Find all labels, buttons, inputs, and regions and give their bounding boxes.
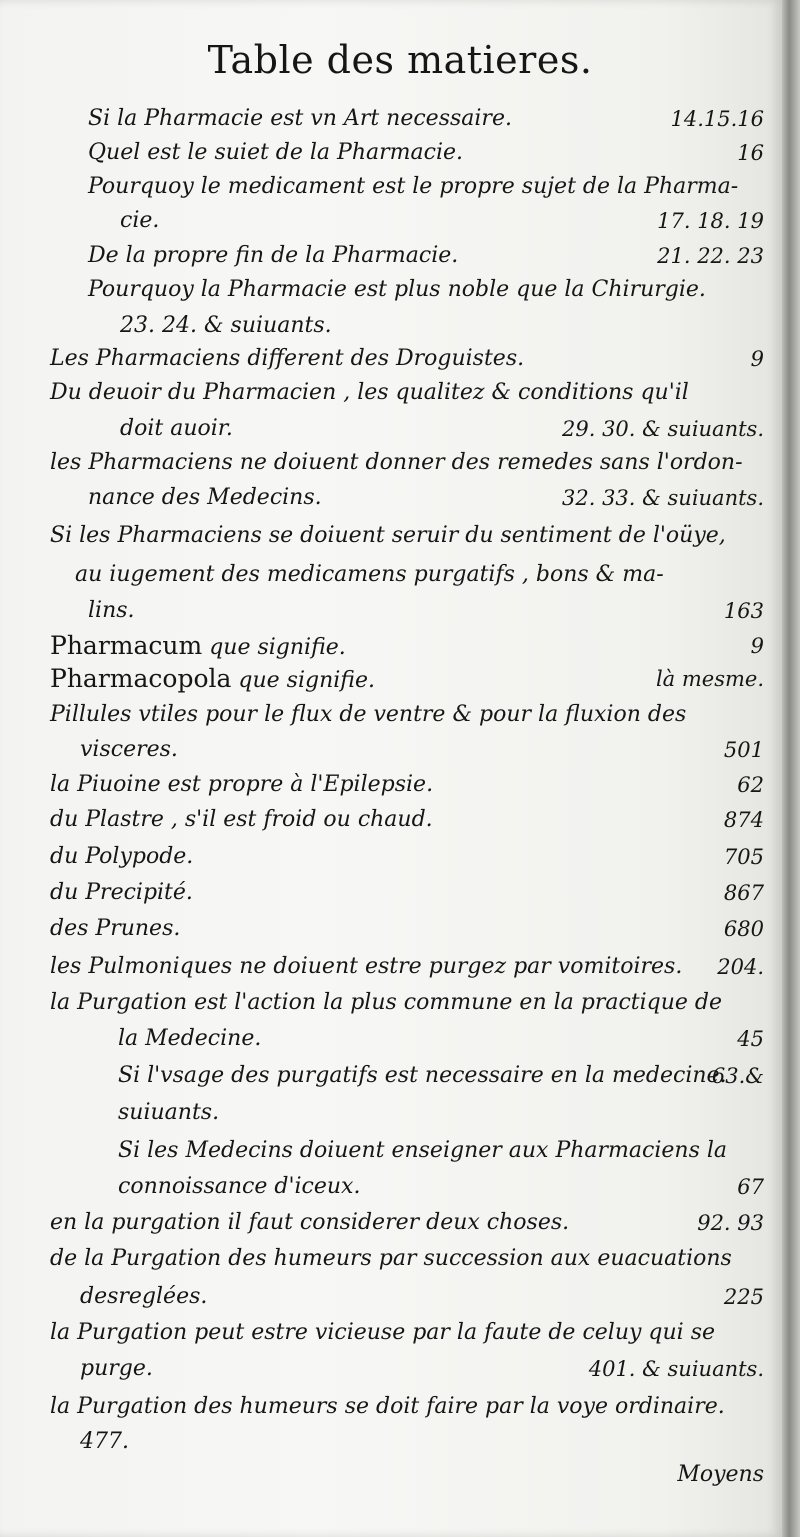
index-page-reference: 67 bbox=[737, 1175, 764, 1199]
index-page-reference: 705 bbox=[723, 845, 764, 869]
index-entry-text: Si l'vsage des purgatifs est necessaire en la medecine. bbox=[118, 1063, 727, 1088]
index-entry-text: desreglées. bbox=[80, 1284, 208, 1309]
index-entry-text: la Medecine. bbox=[118, 1026, 262, 1051]
index-entry-text: la Purgation peut estre vicieuse par la faute de celuy qui se bbox=[50, 1320, 716, 1345]
index-entry-text: connoissance d'iceux. bbox=[118, 1174, 361, 1199]
index-entry-text: cie. bbox=[120, 208, 160, 233]
index-entry-text: la Purgation est l'action la plus commune en la practique de bbox=[50, 990, 723, 1015]
book-spine bbox=[782, 0, 800, 1537]
index-entry-text: Pourquoy la Pharmacie est plus noble que la Chirurgie. bbox=[88, 277, 706, 302]
index-page-reference: 92. 93 bbox=[697, 1211, 764, 1235]
index-entry-text: du Polypode. bbox=[50, 844, 194, 869]
index-term: Pharmacopola bbox=[50, 664, 232, 693]
index-page-reference: 63.& bbox=[711, 1064, 764, 1088]
index-entry-text: du Plastre , s'il est froid ou chaud. bbox=[50, 807, 433, 832]
index-page-reference: 9 bbox=[750, 347, 764, 371]
index-entry-text: Si la Pharmacie est vn Art necessaire. bbox=[88, 106, 512, 131]
index-entry-text: lins. bbox=[88, 598, 135, 623]
index-entry-text: De la propre fin de la Pharmacie. bbox=[88, 243, 459, 268]
index-entry-text: les Pharmaciens ne doiuent donner des remedes sans l'ordon- bbox=[50, 450, 743, 475]
index-entry-text: du Precipité. bbox=[50, 880, 193, 905]
index-page-reference: 21. 22. 23 bbox=[657, 244, 764, 268]
index-term-gloss: que signifie. bbox=[202, 635, 346, 660]
index-page-reference: 401. & suiuants. bbox=[588, 1357, 764, 1381]
index-page-reference: 32. 33. & suiuants. bbox=[562, 486, 764, 510]
index-page-reference: 225 bbox=[723, 1285, 764, 1309]
index-entry-text: nance des Medecins. bbox=[88, 485, 322, 510]
index-entry-text: Quel est le suiet de la Pharmacie. bbox=[88, 140, 463, 165]
index-term-gloss: que signifie. bbox=[231, 668, 375, 693]
index-entry-text: 477. bbox=[80, 1429, 129, 1454]
index-entry-text: suiuants. bbox=[118, 1100, 220, 1125]
index-entry-text: Si les Medecins doiuent enseigner aux Pharmaciens la bbox=[118, 1138, 728, 1163]
index-page-reference: 16 bbox=[737, 141, 764, 165]
index-entry-text: la Purgation des humeurs se doit faire par la voye ordinaire. bbox=[50, 1394, 725, 1419]
index-page-reference: là mesme. bbox=[655, 667, 764, 691]
index-entry-text: Pourquoy le medicament est le propre sujet de la Pharma- bbox=[88, 174, 739, 199]
index-page-reference: 17. 18. 19 bbox=[657, 209, 764, 233]
index-page-reference: 29. 30. & suiuants. bbox=[562, 417, 764, 441]
index-entry-text: des Prunes. bbox=[50, 916, 181, 941]
index-entry-text bbox=[50, 660, 375, 700]
index-page-reference: 874 bbox=[723, 808, 764, 832]
index-page-reference: 867 bbox=[723, 881, 764, 905]
index-entry-text: les Pulmoniques ne doiuent estre purgez par vomitoires. bbox=[50, 954, 683, 979]
index-page-reference: 14.15.16 bbox=[670, 107, 764, 131]
index-entry-text: la Piuoine est propre à l'Epilepsie. bbox=[50, 772, 434, 797]
index-entry-text: Pillules vtiles pour le flux de ventre & pour la fluxion des bbox=[50, 702, 687, 727]
index-entry-text: au iugement des medicamens purgatifs , bons & ma- bbox=[75, 562, 664, 587]
index-entry-text: Si les Pharmaciens se doiuent seruir du sentiment de l'oüye, bbox=[50, 523, 726, 548]
page-title: Table des matieres. bbox=[207, 38, 593, 82]
index-page-reference: 62 bbox=[737, 773, 764, 797]
catchword: Moyens bbox=[677, 1462, 764, 1487]
index-entry-text: Du deuoir du Pharmacien , les qualitez & conditions qu'il bbox=[50, 380, 689, 405]
index-entry-text: 23. 24. & suiuants. bbox=[120, 313, 332, 338]
index-entry-text: en la purgation il faut considerer deux choses. bbox=[50, 1210, 570, 1235]
index-page-reference: 9 bbox=[750, 634, 764, 658]
index-entry-text: de la Purgation des humeurs par succession aux euacuations bbox=[50, 1246, 732, 1271]
index-entry-text: Les Pharmaciens different des Droguistes. bbox=[50, 346, 525, 371]
index-entry-text: doit auoir. bbox=[120, 416, 233, 441]
index-term: Pharmacum bbox=[50, 631, 203, 660]
index-page-reference: 45 bbox=[737, 1027, 764, 1051]
index-page-reference: 204. bbox=[717, 955, 764, 979]
index-entry-text: visceres. bbox=[80, 737, 178, 762]
index-page-reference: 163 bbox=[723, 599, 764, 623]
index-entry-text: purge. bbox=[80, 1356, 153, 1381]
index-page-reference: 680 bbox=[723, 917, 764, 941]
index-page-reference: 501 bbox=[723, 738, 764, 762]
